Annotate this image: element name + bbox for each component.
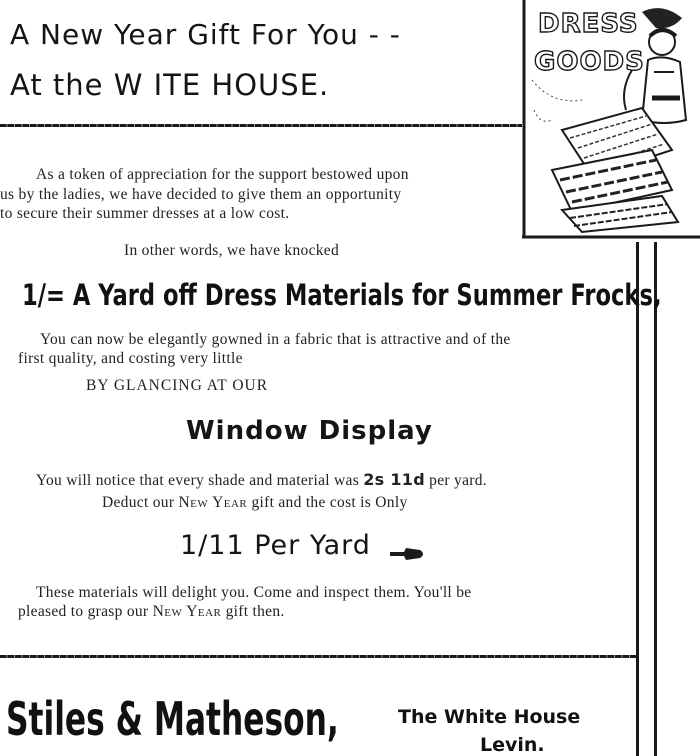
- divider-bottom: [0, 655, 636, 658]
- deduct-pre: Deduct our: [102, 494, 175, 511]
- right-border-outer: [654, 242, 657, 756]
- intro-line-2: us by the ladies, we have decided to give them an opportunity: [0, 186, 402, 203]
- closing-line-1: These materials will delight you. Come and inspect them. You'll be: [36, 584, 472, 601]
- closing-caps: New Year: [152, 603, 222, 620]
- pointing-hand-icon: [390, 546, 426, 566]
- deduct-post: gift and the cost is Only: [251, 494, 408, 511]
- woman-with-fabric-icon: [522, 0, 700, 240]
- dress-lettering: DRESS: [538, 9, 639, 39]
- intro-line-1: As a token of appreciation for the support bestowed upon: [36, 166, 409, 183]
- closing-post: gift then.: [225, 603, 285, 620]
- elegance-line-2: first quality, and costing very little: [18, 350, 243, 367]
- right-border-inner: [636, 242, 639, 756]
- headline-line-2: At the W ITE HOUSE.: [10, 68, 330, 102]
- address-line-2: Levin.: [480, 734, 545, 756]
- goods-lettering: GOODS: [534, 47, 645, 77]
- glancing-text: BY GLANCING AT OUR: [86, 377, 269, 394]
- headline-line-1: A New Year Gift For You - -: [10, 18, 401, 51]
- notice-line: [36, 470, 487, 490]
- deduct-caps: New Year: [178, 494, 248, 511]
- divider-top: [0, 124, 522, 127]
- closing-pre: pleased to grasp our: [18, 603, 149, 620]
- intro-line-3: to secure their summer dresses at a low cost.: [0, 205, 290, 222]
- offer-headline: 1/= A Yard off Dress Materials for Summer Frocks,: [22, 278, 662, 312]
- per-yard-title: 1/11 Per Yard: [180, 530, 371, 561]
- address-line-1: The White House: [398, 706, 581, 728]
- firm-name: Stiles & Matheson,: [6, 692, 339, 746]
- intro-line-4: In other words, we have knocked: [124, 242, 340, 259]
- window-display-title: Window Display: [186, 416, 433, 446]
- dress-goods-illustration: [522, 0, 700, 240]
- deduct-line: [102, 494, 408, 512]
- elegance-line-1: You can now be elegantly gowned in a fabric that is attractive and of the: [40, 331, 511, 348]
- closing-line-2: [18, 603, 285, 621]
- notice-price: 2s 11d: [363, 470, 425, 489]
- notice-post: per yard.: [429, 472, 487, 489]
- notice-pre: You will notice that every shade and material was: [36, 472, 360, 489]
